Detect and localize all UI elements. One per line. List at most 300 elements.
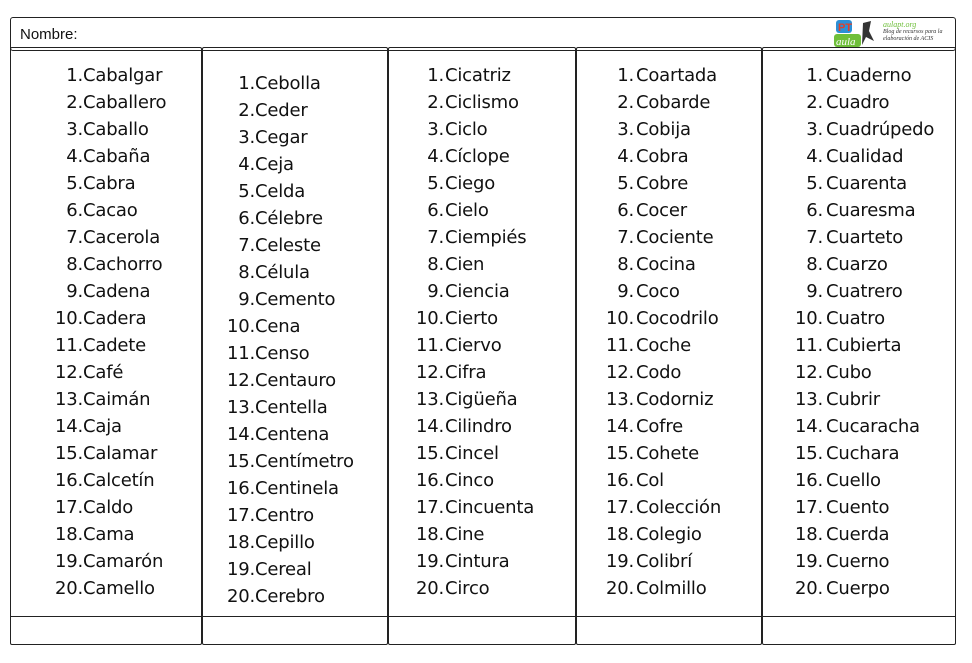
- word-row: [577, 440, 761, 467]
- word-text: Cine: [445, 524, 485, 545]
- word-number: 10.: [605, 308, 634, 329]
- word-text: Caimán: [83, 389, 151, 410]
- word-number: 14.: [415, 416, 444, 437]
- word-row: [577, 305, 761, 332]
- word-text: Cabaña: [83, 146, 151, 167]
- word-row: [389, 251, 575, 278]
- word-number: 17.: [226, 505, 255, 526]
- word-number: 8.: [238, 262, 255, 283]
- word-row: [763, 521, 955, 548]
- word-number: 12.: [794, 362, 823, 383]
- word-number: 18.: [54, 524, 83, 545]
- word-row: [203, 151, 387, 178]
- word-row: [763, 62, 955, 89]
- word-row: [577, 521, 761, 548]
- word-number: 12.: [415, 362, 444, 383]
- word-row: [389, 386, 575, 413]
- word-text: Cocer: [636, 200, 687, 221]
- word-row: [389, 116, 575, 143]
- word-number: 7.: [427, 227, 444, 248]
- word-row: [577, 548, 761, 575]
- word-text: Cacerola: [83, 227, 161, 248]
- word-text: Cepillo: [255, 532, 315, 553]
- word-row: [763, 170, 955, 197]
- word-row: [203, 394, 387, 421]
- word-text: Centímetro: [255, 451, 354, 472]
- word-number: 5.: [238, 181, 255, 202]
- word-text: Cena: [255, 316, 301, 337]
- word-row: [389, 62, 575, 89]
- word-text: Cuadrúpedo: [826, 119, 935, 140]
- word-row: [389, 89, 575, 116]
- word-row: [11, 440, 201, 467]
- word-column-4: [576, 47, 762, 645]
- word-text: Cualidad: [826, 146, 904, 167]
- word-text: Cebolla: [255, 73, 321, 94]
- word-text: Célula: [255, 262, 310, 283]
- word-number: 20.: [605, 578, 634, 599]
- word-text: Cincuenta: [445, 497, 535, 518]
- word-text: Coco: [636, 281, 680, 302]
- word-number: 10.: [54, 308, 83, 329]
- word-text: Cobre: [636, 173, 689, 194]
- word-number: 14.: [605, 416, 634, 437]
- word-number: 16.: [605, 470, 634, 491]
- word-text: Cigüeña: [445, 389, 518, 410]
- word-text: Celeste: [255, 235, 321, 256]
- word-number: 19.: [794, 551, 823, 572]
- word-row: [203, 448, 387, 475]
- word-text: Cobija: [636, 119, 691, 140]
- word-number: 9.: [427, 281, 444, 302]
- word-text: Cocina: [636, 254, 696, 275]
- word-row: [389, 197, 575, 224]
- word-text: Cereal: [255, 559, 312, 580]
- word-number: 6.: [427, 200, 444, 221]
- word-row: [577, 224, 761, 251]
- word-text: Colegio: [636, 524, 702, 545]
- word-row: [11, 332, 201, 359]
- word-text: Calamar: [83, 443, 158, 464]
- word-row: [763, 116, 955, 143]
- word-row: [577, 89, 761, 116]
- word-row: [11, 143, 201, 170]
- word-row: [203, 259, 387, 286]
- word-row: [577, 197, 761, 224]
- word-text: Camello: [83, 578, 155, 599]
- word-number: 12.: [54, 362, 83, 383]
- word-number: 15.: [794, 443, 823, 464]
- word-row: [203, 529, 387, 556]
- word-text: Cuaderno: [826, 65, 912, 86]
- word-row: [389, 440, 575, 467]
- word-text: Cicatriz: [445, 65, 511, 86]
- word-number: 7.: [617, 227, 634, 248]
- word-row: [389, 143, 575, 170]
- word-row: [389, 224, 575, 251]
- word-number: 9.: [238, 289, 255, 310]
- word-number: 18.: [794, 524, 823, 545]
- word-text: Cofre: [636, 416, 683, 437]
- word-number: 1.: [427, 65, 444, 86]
- word-number: 3.: [806, 119, 823, 140]
- word-text: Cintura: [445, 551, 510, 572]
- word-row: [203, 313, 387, 340]
- word-text: Caballo: [83, 119, 149, 140]
- word-number: 20.: [54, 578, 83, 599]
- word-text: Caballero: [83, 92, 167, 113]
- word-text: Ciervo: [445, 335, 502, 356]
- word-row: [11, 62, 201, 89]
- word-number: 11.: [605, 335, 634, 356]
- word-row: [11, 494, 201, 521]
- word-number: 3.: [238, 127, 255, 148]
- word-number: 3.: [427, 119, 444, 140]
- word-text: Cacao: [83, 200, 138, 221]
- word-row: [577, 170, 761, 197]
- word-text: Circo: [445, 578, 490, 599]
- word-text: Cinco: [445, 470, 494, 491]
- word-text: Codorniz: [636, 389, 714, 410]
- word-text: Centena: [255, 424, 330, 445]
- word-row: [203, 70, 387, 97]
- word-number: 6.: [806, 200, 823, 221]
- word-number: 18.: [226, 532, 255, 553]
- word-text: Cuatro: [826, 308, 885, 329]
- word-text: Ciego: [445, 173, 496, 194]
- word-number: 13.: [415, 389, 444, 410]
- word-number: 14.: [226, 424, 255, 445]
- word-number: 5.: [66, 173, 83, 194]
- logo-site-text: aulapt.org: [883, 20, 917, 29]
- word-number: 20.: [226, 586, 255, 607]
- word-text: Cadete: [83, 335, 147, 356]
- word-text: Cadera: [83, 308, 147, 329]
- word-column-3: [388, 47, 576, 645]
- word-number: 16.: [226, 478, 255, 499]
- word-number: 5.: [427, 173, 444, 194]
- word-text: Ciclo: [445, 119, 488, 140]
- column-footer-line: [389, 616, 575, 617]
- logo-badge-top-text: PT: [838, 22, 853, 34]
- word-number: 13.: [794, 389, 823, 410]
- word-number: 16.: [415, 470, 444, 491]
- word-row: [11, 278, 201, 305]
- word-row: [203, 178, 387, 205]
- word-number: 10.: [226, 316, 255, 337]
- word-text: Ceja: [255, 154, 294, 175]
- word-text: Cincel: [445, 443, 499, 464]
- word-text: Cuaresma: [826, 200, 916, 221]
- word-text: Cociente: [636, 227, 714, 248]
- word-text: Cabra: [83, 173, 136, 194]
- word-number: 4.: [806, 146, 823, 167]
- word-text: Ceder: [255, 100, 308, 121]
- word-row: [11, 89, 201, 116]
- word-number: 17.: [54, 497, 83, 518]
- word-number: 8.: [427, 254, 444, 275]
- word-text: Calcetín: [83, 470, 155, 491]
- word-column-5: [762, 47, 956, 645]
- word-row: [389, 521, 575, 548]
- word-row: [763, 386, 955, 413]
- word-number: 2.: [66, 92, 83, 113]
- word-number: 6.: [238, 208, 255, 229]
- word-text: Cama: [83, 524, 135, 545]
- word-row: [763, 143, 955, 170]
- word-number: 4.: [427, 146, 444, 167]
- word-row: [203, 286, 387, 313]
- column-footer-line: [11, 616, 201, 617]
- word-row: [11, 305, 201, 332]
- word-row: [577, 494, 761, 521]
- word-text: Cuerpo: [826, 578, 890, 599]
- word-text: Cobra: [636, 146, 689, 167]
- word-number: 18.: [605, 524, 634, 545]
- word-text: Centinela: [255, 478, 339, 499]
- word-text: Cuerno: [826, 551, 890, 572]
- word-number: 2.: [238, 100, 255, 121]
- word-row: [203, 340, 387, 367]
- word-row: [763, 413, 955, 440]
- word-number: 1.: [617, 65, 634, 86]
- word-row: [203, 97, 387, 124]
- word-row: [11, 251, 201, 278]
- word-text: Cachorro: [83, 254, 163, 275]
- word-row: [389, 548, 575, 575]
- word-number: 15.: [54, 443, 83, 464]
- word-row: [763, 332, 955, 359]
- word-text: Cocodrilo: [636, 308, 719, 329]
- word-row: [11, 170, 201, 197]
- word-number: 16.: [794, 470, 823, 491]
- word-row: [11, 359, 201, 386]
- word-number: 19.: [54, 551, 83, 572]
- word-row: [11, 548, 201, 575]
- word-text: Ciempiés: [445, 227, 527, 248]
- word-number: 13.: [54, 389, 83, 410]
- word-number: 19.: [415, 551, 444, 572]
- word-text: Cuarteto: [826, 227, 904, 248]
- word-row: [11, 521, 201, 548]
- word-text: Centro: [255, 505, 314, 526]
- word-text: Cobarde: [636, 92, 711, 113]
- word-row: [577, 386, 761, 413]
- word-row: [763, 440, 955, 467]
- name-label: Nombre:: [20, 26, 78, 43]
- word-number: 6.: [66, 200, 83, 221]
- aulapt-logo: [833, 19, 951, 49]
- column-footer-line: [763, 616, 955, 617]
- word-number: 15.: [226, 451, 255, 472]
- column-footer-line: [203, 616, 387, 617]
- aulapt-badge-icon: [833, 19, 877, 49]
- word-number: 7.: [806, 227, 823, 248]
- word-number: 12.: [605, 362, 634, 383]
- word-text: Cegar: [255, 127, 308, 148]
- word-row: [577, 278, 761, 305]
- word-row: [11, 197, 201, 224]
- word-row: [577, 116, 761, 143]
- word-row: [389, 494, 575, 521]
- word-row: [763, 305, 955, 332]
- word-text: Colibrí: [636, 551, 693, 572]
- word-text: Cubrir: [826, 389, 881, 410]
- word-text: Centella: [255, 397, 328, 418]
- word-row: [389, 332, 575, 359]
- word-row: [203, 556, 387, 583]
- word-row: [11, 575, 201, 602]
- word-row: [389, 467, 575, 494]
- word-row: [11, 386, 201, 413]
- word-number: 5.: [617, 173, 634, 194]
- word-number: 10.: [794, 308, 823, 329]
- word-row: [11, 224, 201, 251]
- word-text: Cien: [445, 254, 485, 275]
- word-row: [203, 421, 387, 448]
- word-number: 2.: [617, 92, 634, 113]
- word-number: 10.: [415, 308, 444, 329]
- word-row: [11, 116, 201, 143]
- word-text: Cucaracha: [826, 416, 920, 437]
- word-number: 2.: [806, 92, 823, 113]
- word-text: Cohete: [636, 443, 699, 464]
- word-number: 19.: [605, 551, 634, 572]
- word-text: Cemento: [255, 289, 336, 310]
- word-row: [203, 502, 387, 529]
- word-number: 17.: [794, 497, 823, 518]
- word-text: Colección: [636, 497, 722, 518]
- word-number: 4.: [617, 146, 634, 167]
- word-text: Caldo: [83, 497, 134, 518]
- word-number: 15.: [605, 443, 634, 464]
- word-number: 1.: [238, 73, 255, 94]
- word-text: Camarón: [83, 551, 164, 572]
- logo-badge-bottom-text: aula: [836, 36, 856, 48]
- word-row: [577, 575, 761, 602]
- word-text: Cubo: [826, 362, 872, 383]
- word-row: [389, 413, 575, 440]
- word-text: Célebre: [255, 208, 323, 229]
- word-text: Cíclope: [445, 146, 510, 167]
- word-text: Cuarenta: [826, 173, 907, 194]
- word-number: 3.: [66, 119, 83, 140]
- word-number: 20.: [415, 578, 444, 599]
- word-number: 6.: [617, 200, 634, 221]
- word-row: [203, 232, 387, 259]
- word-text: Coartada: [636, 65, 717, 86]
- word-number: 15.: [415, 443, 444, 464]
- word-number: 8.: [806, 254, 823, 275]
- word-number: 17.: [605, 497, 634, 518]
- word-number: 1.: [806, 65, 823, 86]
- word-row: [763, 359, 955, 386]
- word-row: [763, 467, 955, 494]
- word-row: [389, 170, 575, 197]
- word-number: 11.: [54, 335, 83, 356]
- word-row: [577, 62, 761, 89]
- word-number: 8.: [617, 254, 634, 275]
- word-number: 19.: [226, 559, 255, 580]
- word-number: 11.: [415, 335, 444, 356]
- word-row: [577, 359, 761, 386]
- word-text: Cilindro: [445, 416, 512, 437]
- word-row: [11, 413, 201, 440]
- word-row: [203, 205, 387, 232]
- word-row: [763, 224, 955, 251]
- word-number: 16.: [54, 470, 83, 491]
- word-row: [577, 332, 761, 359]
- word-row: [577, 251, 761, 278]
- word-row: [389, 575, 575, 602]
- word-number: 8.: [66, 254, 83, 275]
- word-text: Cuadro: [826, 92, 890, 113]
- word-text: Cuello: [826, 470, 881, 491]
- word-text: Cadena: [83, 281, 151, 302]
- word-row: [763, 494, 955, 521]
- word-text: Cierto: [445, 308, 498, 329]
- word-number: 11.: [794, 335, 823, 356]
- name-header-box: [10, 17, 956, 51]
- word-number: 5.: [806, 173, 823, 194]
- word-text: Codo: [636, 362, 682, 383]
- word-text: Col: [636, 470, 664, 491]
- word-number: 9.: [66, 281, 83, 302]
- word-number: 2.: [427, 92, 444, 113]
- word-text: Ciencia: [445, 281, 510, 302]
- word-row: [763, 89, 955, 116]
- word-row: [11, 467, 201, 494]
- word-text: Celda: [255, 181, 306, 202]
- word-number: 4.: [66, 146, 83, 167]
- word-number: 14.: [794, 416, 823, 437]
- word-text: Caja: [83, 416, 122, 437]
- word-row: [763, 278, 955, 305]
- word-row: [763, 251, 955, 278]
- word-row: [577, 143, 761, 170]
- word-text: Cuchara: [826, 443, 900, 464]
- word-text: Ciclismo: [445, 92, 519, 113]
- word-number: 17.: [415, 497, 444, 518]
- word-row: [763, 548, 955, 575]
- word-number: 7.: [238, 235, 255, 256]
- word-row: [763, 575, 955, 602]
- word-row: [389, 359, 575, 386]
- word-text: Cerebro: [255, 586, 325, 607]
- column-footer-line: [577, 616, 761, 617]
- word-number: 13.: [226, 397, 255, 418]
- word-number: 9.: [617, 281, 634, 302]
- word-row: [763, 197, 955, 224]
- word-row: [577, 467, 761, 494]
- word-text: Cabalgar: [83, 65, 163, 86]
- word-text: Colmillo: [636, 578, 707, 599]
- word-number: 20.: [794, 578, 823, 599]
- logo-tagline: Blog de recursos para la elaboración de ACIS: [883, 29, 943, 42]
- word-number: 18.: [415, 524, 444, 545]
- word-number: 3.: [617, 119, 634, 140]
- word-text: Cielo: [445, 200, 489, 221]
- word-text: Censo: [255, 343, 310, 364]
- word-row: [389, 278, 575, 305]
- word-number: 4.: [238, 154, 255, 175]
- word-text: Coche: [636, 335, 691, 356]
- word-number: 11.: [226, 343, 255, 364]
- word-column-1: [10, 47, 202, 645]
- word-row: [203, 475, 387, 502]
- word-text: Cubierta: [826, 335, 902, 356]
- word-row: [389, 305, 575, 332]
